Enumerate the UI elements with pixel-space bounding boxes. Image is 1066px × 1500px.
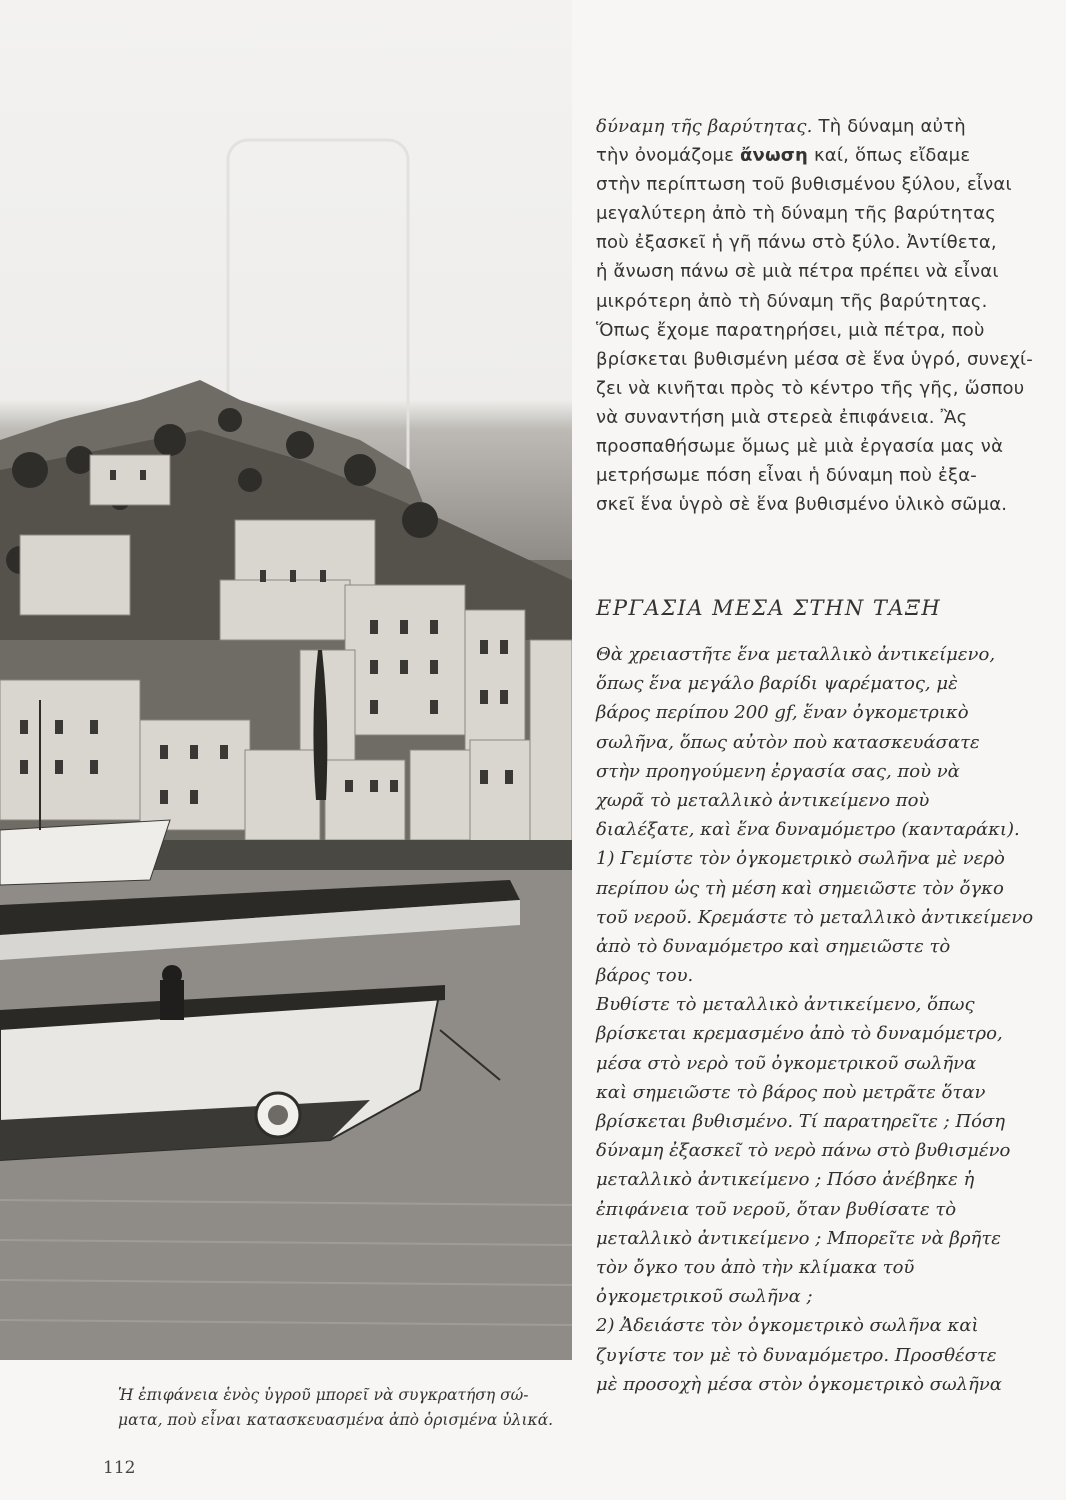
text-fragment: Τὴ δύναμη αὐτὴ	[812, 116, 966, 137]
text-line: μικρότερη ἀπὸ τὴ δύναμη τῆς βαρύτητας.	[596, 290, 988, 312]
text-line	[596, 112, 1066, 141]
term-bold: ἄνωση	[739, 145, 809, 167]
text-line: Ὅπως ἔχομε παρατηρήσει, μιὰ πέτρα, ποὺ	[596, 319, 985, 341]
harbor-photo-drawing	[0, 0, 572, 1360]
activity-line: μέσα στὸ νερὸ τοῦ ὀγκομετρικοῦ σωλῆνα	[596, 1052, 977, 1074]
text-line: στὴν περίπτωση τοῦ βυθισμένου ξύλου, εἶναι	[596, 174, 1012, 196]
text-line: ἡ ἄνωση πάνω σὲ μιὰ πέτρα πρέπει νὰ εἶναι	[596, 261, 999, 283]
text-line: ζει νὰ κινῆται πρὸς τὸ κέντρο τῆς γῆς, ὥσπου	[596, 377, 1025, 399]
photo-caption	[118, 1383, 578, 1433]
activity-line: 1) Γεμίστε τὸν ὀγκομετρικὸ σωλῆνα μὲ νερὸ	[596, 848, 1005, 870]
activity-line: τοῦ νεροῦ. Κρεμάστε τὸ μεταλλικὸ ἀντικείμενο	[596, 906, 1034, 928]
text-line: βρίσκεται βυθισμένη μέσα σὲ ἕνα ὑγρό, συνεχί-	[596, 348, 1033, 370]
text-line: ποὺ ἐξασκεῖ ἡ γῆ πάνω στὸ ξύλο. Ἀντίθετα,	[596, 232, 997, 254]
body-text	[596, 112, 1066, 519]
activity-line: Θὰ χρειαστῆτε ἕνα μεταλλικὸ ἀντικείμενο,	[596, 644, 996, 665]
activity-line: ἐπιφάνεια τοῦ νεροῦ, ὅταν βυθίσατε τὸ	[596, 1198, 957, 1220]
text-line: μετρήσωμε πόση εἶναι ἡ δύναμη ποὺ ἐξα-	[596, 465, 977, 487]
text-line	[596, 141, 1066, 170]
activity-line: βρίσκεται βυθισμένο. Τί παρατηρεῖτε ; Πόση	[596, 1111, 1006, 1132]
text-fragment: τὴν ὀνομάζομε	[596, 145, 740, 167]
text-line: νὰ συναντήση μιὰ στερεὰ ἐπιφάνεια. Ἂς	[596, 406, 968, 428]
harbor-photo	[0, 0, 572, 1360]
text-line: μεγαλύτερη ἀπὸ τὴ δύναμη τῆς βαρύτητας	[596, 203, 997, 225]
activity-line: βάρος του.	[596, 965, 694, 987]
activity-text	[596, 640, 1066, 1399]
activity-line: βάρος περίπου 200 gf, ἕναν ὀγκομετρικὸ	[596, 702, 969, 724]
activity-line: ὅπως ἕνα μεγάλο βαρίδι ψαρέματος, μὲ	[596, 673, 958, 695]
section-heading: ΕΡΓΑΣΙΑ ΜΕΣΑ ΣΤΗΝ ΤΑΞΗ	[596, 596, 942, 620]
activity-line: ἀπὸ τὸ δυναμόμετρο καὶ σημειῶστε τὸ	[596, 935, 951, 957]
activity-line: τὸν ὄγκο του ἀπὸ τὴν κλίμακα τοῦ	[596, 1256, 915, 1278]
activity-line: σωλῆνα, ὅπως αὐτὸν ποὺ κατασκευάσατε	[596, 731, 980, 753]
activity-line: μὲ προσοχὴ μέσα στὸν ὀγκομετρικὸ σωλῆνα	[596, 1373, 1002, 1395]
text-line: προσπαθήσωμε ὅμως μὲ μιὰ ἐργασία μας νὰ	[596, 436, 1004, 458]
activity-line: περίπου ὡς τὴ μέση καὶ σημειῶστε τὸν ὄγκο	[596, 877, 1004, 899]
caption-line: ματα, ποὺ εἶναι κατασκευασμένα ἀπὸ ὁρισμένα ὑλικά.	[118, 1411, 554, 1429]
text-fragment: καί, ὅπως εἴδαμε	[808, 145, 971, 167]
activity-line: δύναμη ἐξασκεῖ τὸ νερὸ πάνω στὸ βυθισμένο	[596, 1140, 1011, 1162]
italic-phrase: δύναμη τῆς βαρύτητας.	[596, 116, 813, 137]
activity-line: διαλέξατε, καὶ ἕνα δυναμόμετρο (κανταράκι).	[596, 819, 1020, 841]
activity-line: 2) Ἀδειάστε τὸν ὀγκομετρικὸ σωλῆνα καὶ	[596, 1315, 979, 1337]
activity-line: μεταλλικὸ ἀντικείμενο ; Μπορεῖτε νὰ βρῆτε	[596, 1227, 1001, 1249]
activity-line: μεταλλικὸ ἀντικείμενο ; Πόσο ἀνέβηκε ἡ	[596, 1169, 975, 1191]
activity-line: ζυγίστε τον μὲ τὸ δυναμόμετρο. Προσθέστε	[596, 1344, 997, 1366]
activity-line: στὴν προηγούμενη ἐργασία σας, ποὺ νὰ	[596, 760, 960, 782]
text-line: σκεῖ ἕνα ὑγρὸ σὲ ἕνα βυθισμένο ὑλικὸ σῶμα.	[596, 494, 1008, 516]
caption-line: Ἡ ἐπιφάνεια ἑνὸς ὑγροῦ μπορεῖ νὰ συγκρατήση σώ-	[118, 1386, 529, 1404]
page-number: 112	[103, 1458, 136, 1478]
activity-line: ὀγκομετρικοῦ σωλῆνα ;	[596, 1286, 813, 1308]
activity-line: καὶ σημειῶστε τὸ βάρος ποὺ μετρᾶτε ὅταν	[596, 1081, 986, 1103]
activity-line: Βυθίστε τὸ μεταλλικὸ ἀντικείμενο, ὅπως	[596, 994, 975, 1016]
activity-line: βρίσκεται κρεμασμένο ἀπὸ τὸ δυναμόμετρο,	[596, 1023, 1003, 1045]
activity-line: χωρᾶ τὸ μεταλλικὸ ἀντικείμενο ποὺ	[596, 789, 930, 811]
